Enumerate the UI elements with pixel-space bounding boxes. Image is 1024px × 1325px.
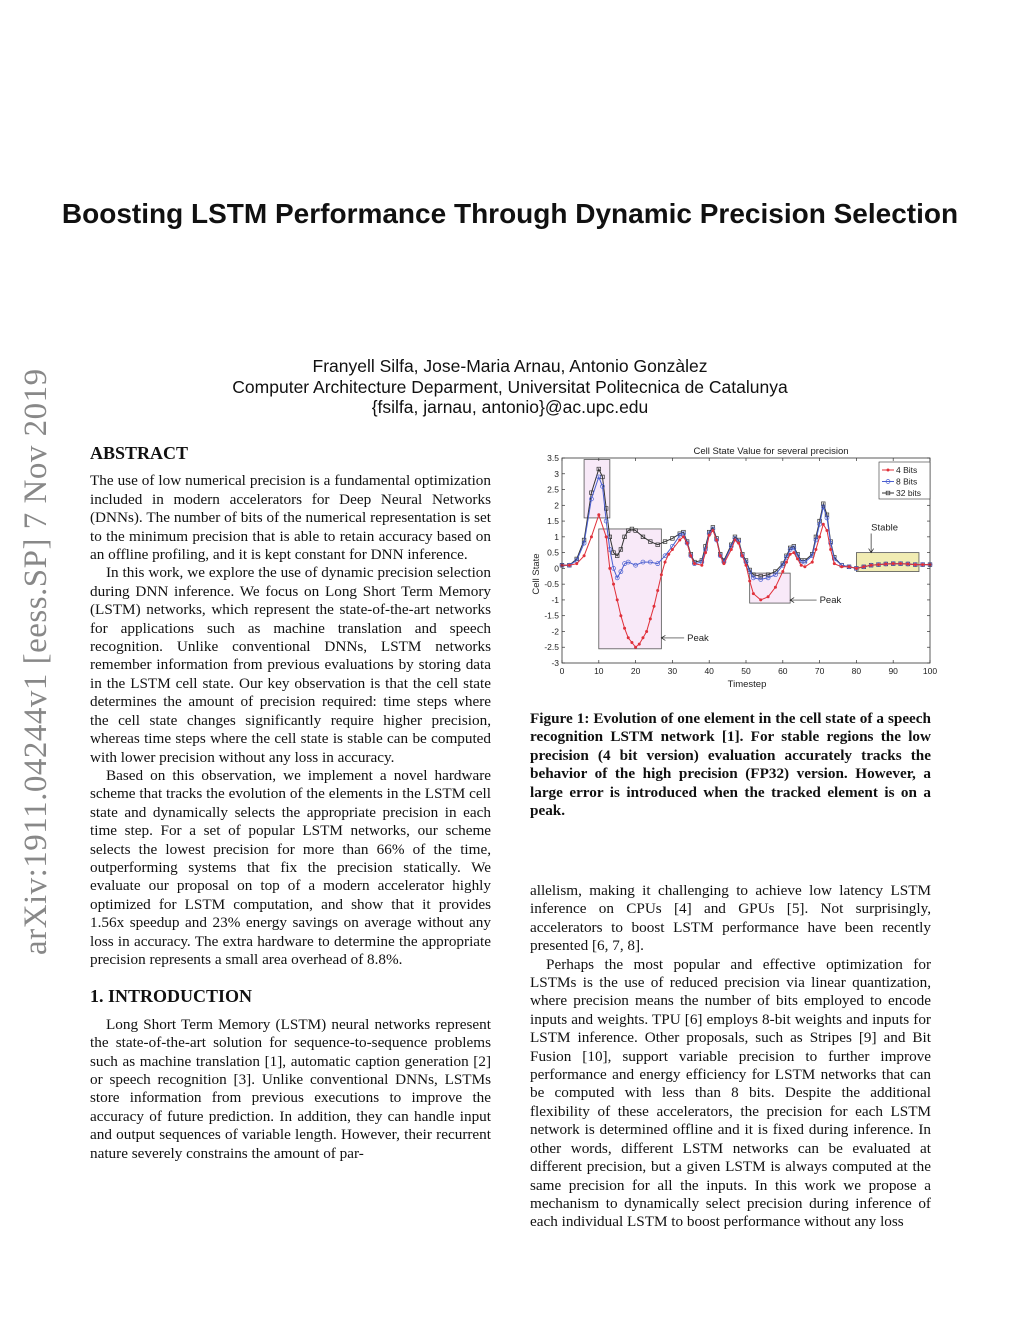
x-tick-label: 30 [667, 666, 678, 676]
legend-entry: 8 Bits [896, 476, 918, 487]
introduction-heading: 1. INTRODUCTION [90, 986, 253, 1007]
x-tick-label: 20 [630, 666, 641, 676]
data-point [752, 592, 755, 595]
data-point [634, 646, 637, 649]
data-point [767, 595, 770, 598]
data-point [630, 641, 633, 644]
data-point [803, 565, 806, 568]
data-point [627, 636, 630, 639]
data-point [575, 562, 578, 565]
data-point [619, 614, 622, 617]
data-point [862, 565, 865, 568]
data-point [730, 548, 733, 551]
data-point [678, 539, 681, 542]
arxiv-identifier: arXiv:1911.04244v1 [eess.SP] 7 Nov 2019 [18, 368, 54, 955]
data-point [781, 570, 784, 573]
data-point [590, 535, 593, 538]
abstract-paragraph: The use of low numerical precision is a fundamental optimization included in modern accelerators for Deep Neural Networks (DNNs). The number of bits of the numerical representation is set to the minimum precision that is able to retain accuracy based on an offline profiling, and it is kept constant for DNN inference. [90, 472, 491, 564]
data-point [704, 551, 707, 554]
data-point [759, 598, 762, 601]
x-tick-label: 10 [594, 666, 604, 676]
x-tick-label: 60 [778, 666, 788, 676]
author-email: {fsilfa, jarnau, antonio}@ac.upc.edu [371, 397, 649, 417]
data-point [693, 562, 696, 565]
y-tick-label: 0.5 [547, 547, 559, 558]
data-point [700, 564, 703, 567]
data-point [800, 564, 803, 567]
x-tick-label: 70 [814, 666, 825, 676]
y-tick-label: -0.5 [544, 579, 559, 590]
data-point [616, 598, 619, 601]
data-point [649, 617, 652, 620]
data-point [645, 630, 648, 633]
data-point [612, 583, 615, 586]
chart-y-axis-label: Cell State [531, 553, 542, 595]
annotation-label: Peak [687, 632, 709, 644]
data-point [921, 563, 924, 566]
author-names: Franyell Silfa, Jose-Maria Arnau, Antonio Gonzàlez [312, 356, 708, 376]
data-point [623, 627, 626, 630]
data-point [664, 561, 667, 564]
y-tick-label: -2 [551, 626, 559, 637]
cell-state-chart [526, 443, 941, 693]
data-point [789, 553, 792, 556]
data-point [605, 535, 608, 538]
x-tick-label: 80 [851, 666, 862, 676]
data-point [667, 553, 670, 556]
data-point [833, 562, 836, 565]
introduction-paragraph: Long Short Term Memory (LSTM) neural networks represent the state-of-the-art solution for sequence-to-sequence problems such as machine translation [1], automatic caption generation [2] or speech recognition [3]. Unlike conventional DNNs, LSTMs store information from previous executions to improve the accuracy of future prediction. In addition, they can handle input and output sequences of variable length. However, their recurrent nature severely constrains the amount of par- [90, 1015, 491, 1162]
data-point [899, 562, 902, 565]
legend-entry: 32 bits [896, 488, 922, 498]
data-point [568, 564, 571, 567]
data-point [870, 564, 873, 567]
data-point [877, 563, 880, 566]
right-column [530, 882, 931, 1232]
data-point [711, 529, 714, 532]
data-point [722, 562, 725, 565]
data-point [708, 534, 711, 537]
y-tick-label: 3.5 [547, 453, 559, 463]
y-tick-label: 1.5 [547, 516, 559, 527]
data-point [748, 580, 751, 583]
body-paragraph: Perhaps the most popular and effective optimization for LSTMs is the use of reduced precision via linear quantization, where precision means the number of bits employed to encode inputs and weights. TPU [6] employs 8-bit weights and inputs for LSTM inference. Other proposals, such as Stripes [9] and Bit Fusion [10], support variable precision to further improve performance and energy efficiency for LSTM networks that can be computed with less than 8 bits. Despite the additional flexibility of these accelerators, the precision for each LSTM network is determined offline and it is fixed during inference. In other words, different LSTM networks can be evaluated at different precision, but a given LSTM is always computed at the same precision for all the inputs. In this work we propose a mechanism to dynamically select precision during inference of each individual LSTM to boost performance without any loss [530, 955, 931, 1231]
figure-1 [526, 443, 941, 693]
data-point [829, 548, 832, 551]
x-tick-label: 0 [559, 666, 565, 676]
data-point [892, 562, 895, 565]
data-point [887, 469, 890, 472]
data-point [715, 539, 718, 542]
data-point [814, 548, 817, 551]
data-point [682, 535, 685, 538]
left-column [90, 444, 491, 1163]
data-point [733, 539, 736, 542]
chart-x-axis-label: Timestep [727, 679, 767, 690]
data-point [796, 557, 799, 560]
y-tick-label: 3 [554, 468, 559, 479]
chart-legend [879, 462, 930, 499]
data-point [884, 562, 887, 565]
y-tick-label: -2.5 [544, 642, 559, 653]
data-point [774, 586, 777, 589]
data-point [818, 535, 821, 538]
abstract-heading: ABSTRACT [90, 443, 189, 463]
y-tick-label: -3 [551, 658, 559, 668]
abstract-paragraph: In this work, we explore the use of dynamic precision selection during DNN inference. We focus on Long Short Term Memory (LSTM) networks, which represent the state-of-the-art networks for applications such as machine translation and speech recognition. Unlike conventional DNNs, LSTM networks remember information from previous evaluations by storing data in the LSTM cell state. Our key observation is that the cell state determines the amount of precision required: time steps where the cell state changes significantly require higher precision, whereas time steps where the cell state is stable can be computed with lower precision without any loss in accuracy. [90, 564, 491, 766]
chart-title: Cell State Value for several precision [693, 446, 849, 457]
y-tick-label: -1 [551, 594, 559, 605]
author-affiliation: Computer Architecture Deparment, Universitat Politecnica de Catalunya [232, 376, 788, 397]
data-point [745, 564, 748, 567]
data-point [848, 565, 851, 568]
legend-entry: 4 Bits [896, 465, 918, 475]
data-point [597, 513, 600, 516]
data-point [656, 589, 659, 592]
body-paragraph: allelism, making it challenging to achieve low latency LSTM inference on CPUs [4] and GPUs [5]. Not surprisingly, accelerators to boost LSTM performance have been recently presented [6, 7, 8]. [530, 882, 931, 955]
x-tick-label: 50 [741, 666, 751, 676]
abstract-paragraph: Based on this observation, we implement a novel hardware scheme that tracks the evolution of the elements in the LSTM cell state and dynamically selects the appropriate precision in each time step. For a set of popular LSTM networks, our scheme selects the lowest precision for more than 66% of the time, outperforming systems that fix the precision statically. We evaluate our proposal on top of a modern accelerator highly optimized for LSTM computation, and show that it provides 1.56x speedup and 23% energy savings on average without any loss in accuracy. The extra hardware to determine the appropriate precision represents a small area overhead of 8.8%. [90, 766, 491, 968]
y-tick-label: -1.5 [544, 610, 559, 621]
data-point [785, 561, 788, 564]
data-point [811, 561, 814, 564]
annotation-label: Peak [819, 595, 842, 607]
x-tick-label: 40 [704, 666, 714, 676]
data-point [840, 565, 843, 568]
data-point [825, 529, 828, 532]
peak-region-1 [599, 529, 662, 649]
data-point [641, 636, 644, 639]
data-point [855, 567, 858, 570]
author-block [60, 356, 960, 418]
data-point [671, 548, 674, 551]
data-point [737, 542, 740, 545]
y-tick-label: 0 [554, 563, 559, 574]
data-point [741, 554, 744, 557]
x-tick-label: 90 [888, 666, 898, 676]
y-tick-label: 2.5 [547, 484, 559, 495]
data-point [608, 567, 611, 570]
data-point [914, 563, 917, 566]
data-point [660, 573, 663, 576]
data-point [906, 562, 909, 565]
data-point [653, 605, 656, 608]
y-tick-label: 2 [554, 500, 559, 511]
annotation-label: Stable [871, 522, 899, 534]
data-point [689, 554, 692, 557]
paper-title: Boosting LSTM Performance Through Dynamic Precision Selection [61, 198, 959, 229]
figure-caption: Figure 1: Evolution of one element in the cell state of a speech recognition LSTM network [1]. For stable regions the low precision (4 bit version) evaluation accurately tracks the behavior of the high precision (FP32) version. However, a large error is introduced when the tracked element is on a peak. [530, 710, 931, 820]
data-point [792, 551, 795, 554]
data-point [583, 554, 586, 557]
data-point [822, 523, 825, 526]
data-point [686, 542, 689, 545]
data-point [719, 554, 722, 557]
y-tick-label: 1 [554, 531, 559, 542]
data-point [638, 643, 641, 646]
x-tick-label: 100 [922, 666, 938, 676]
